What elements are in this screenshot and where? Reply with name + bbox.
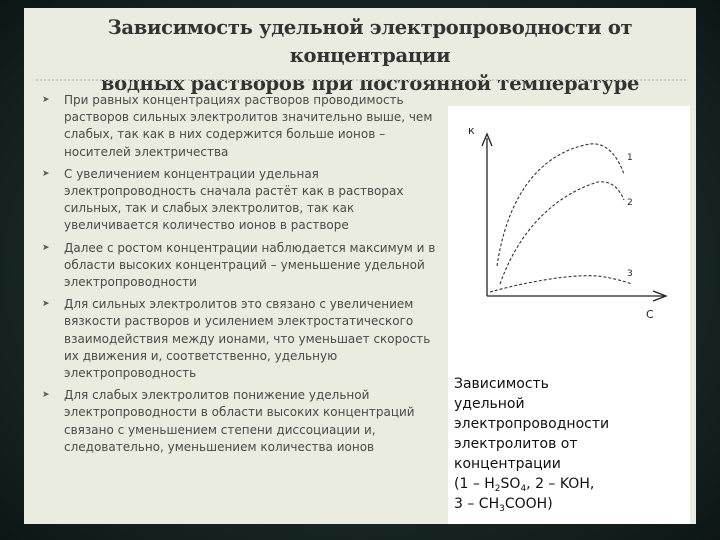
slide-title [40,14,700,98]
bullet-arrow-icon: ➤ [42,299,50,310]
caption-fragment: SO [500,476,521,492]
curve-3 [490,276,632,292]
caption-line [454,474,686,494]
caption-subscript: 3 [499,504,505,514]
bullet-text: Для сильных электролитов это связано с увеличением вязкости растворов и усилением электростатического взаимодействия между ионами, что уменьшает скорость их движения и, соответственно, удельную электропроводность [64,297,431,381]
curve-1 [497,144,624,266]
caption-line: концентрации [454,456,561,472]
caption-line: Зависимость [454,376,549,392]
figure-caption [448,372,690,524]
caption-fragment: , 2 – KOH, [526,476,595,492]
slide-title-line-2: водных растворов при постоянной температуре [100,72,640,95]
title-divider [36,79,686,81]
caption-fragment: (1 – H [454,476,495,492]
y-axis-label: к [468,124,475,137]
bullet-arrow-icon: ➤ [42,168,50,179]
caption-line: электролитов от [454,436,578,452]
caption-subscript: 4 [520,484,527,494]
figure-caption-text [454,374,686,514]
bullet-item [40,296,440,382]
bullet-text: С увеличением концентрации удельная электропроводность сначала растёт как в растворах сильных, так и слабых электролитов, так как увеличивается количество ионов в растворе [64,166,404,233]
slide-title-line-1: Зависимость удельной электропроводности от концентрации [107,16,633,67]
bullet-text: При равных концентрациях растворов проводимость растворов сильных электролитов значительно выше, чем слабых, так как в них содержится больше ионов – носителей электричества [64,93,433,159]
conductivity-figure [448,106,690,388]
bullet-text: Далее с ростом концентрации наблюдается максимум и в области высоких концентраций – уменьшение удельной электропроводности [64,240,436,290]
conductivity-diagram [448,106,690,388]
caption-line: электропроводности [454,416,610,432]
curve-label-2: 2 [627,198,633,208]
bullet-arrow-icon: ➤ [42,390,50,401]
curve-label-1: 1 [627,153,633,163]
bullet-arrow-icon: ➤ [42,242,50,253]
bullet-item [40,387,440,456]
caption-fragment: 3 – CH [454,496,500,512]
caption-fragment: COOH) [504,496,553,512]
bullet-arrow-icon: ➤ [42,95,50,105]
bullet-list [40,92,440,461]
caption-line: удельной [454,396,525,412]
caption-subscript: 2 [494,484,501,494]
caption-line [454,494,686,514]
bullet-item [40,166,440,235]
bullet-text: Для слабых электролитов понижение удельной электропроводности в области высоких концентраций связано с уменьшением степени диссоциации и, следовательно, уменьшением количества ионов [64,388,415,454]
x-axis-label: С [646,308,654,321]
bullet-item [40,240,440,292]
bullet-item [40,92,440,161]
curve-label-3: 3 [627,269,633,279]
